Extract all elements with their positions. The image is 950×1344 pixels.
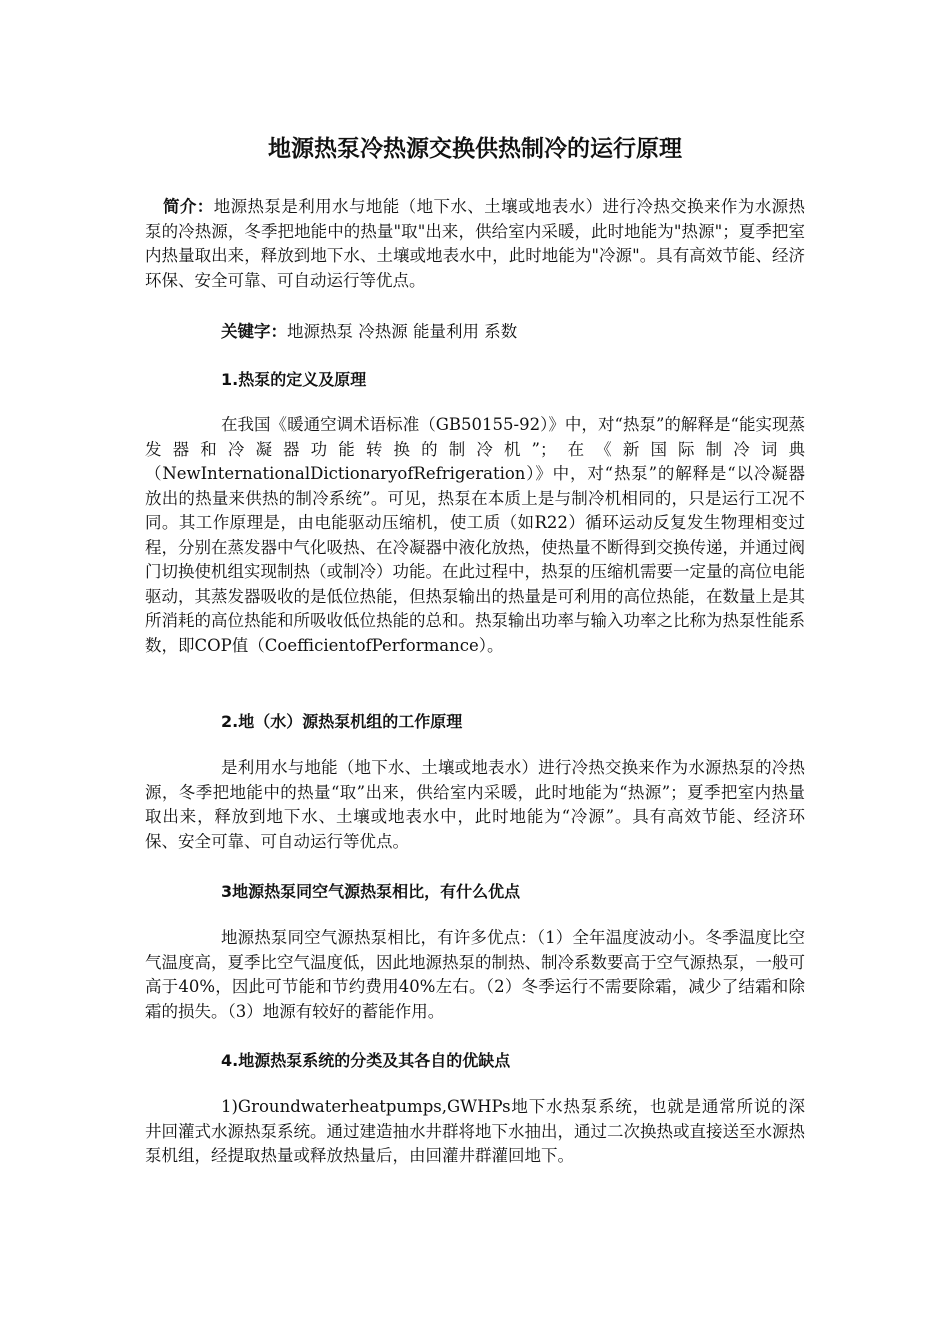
- document-title: 地源热泵冷热源交换供热制冷的运行原理: [268, 136, 682, 162]
- section-heading-2: 2.地（水）源热泵机组的工作原理: [221, 712, 463, 731]
- section-body-1: 在我国《暖通空调术语标准（GB50155-92）》中，对“热泵”的解释是“能实现蒸发器和冷凝器功能转换的制冷机”；在《新国际制冷词典（NewInternationalDictionaryofRefrigeration）》中，对“热泵”的解释是“以冷凝器放出的热量来供热的制冷系统”。可见，热泵在本质上是与制冷机相同的，只是运行工况不同。其工作原理是，由电能驱动压缩机，使工质（如R22）循环运动反复发生物理相变过程，分别在蒸发器中气化吸热、在冷凝器中液化放热，使热量不断得到交换传递，并通过阀门切换使机组实现制热（或制冷）功能。在此过程中，热泵的压缩机需要一定量的高位电能驱动，其蒸发器吸收的是低位热能，但热泵输出的热量是可利用的高位热能，在数量上是其所消耗的高位热能和所吸收低位热能的总和。热泵输出功率与输入功率之比称为热泵性能系数，即COP值（CoefficientofPerformance）。: [145, 415, 805, 655]
- section-body-4: 1)Groundwaterheatpumps,GWHPs地下水热泵系统，也就是通常所说的深井回灌式水源热泵系统。通过建造抽水井群将地下水抽出，通过二次换热或直接送至水源热泵机组，经提取热量或释放热量后，由回灌井群灌回地下。: [145, 1097, 805, 1165]
- section-heading-3: 3地源热泵同空气源热泵相比，有什么优点: [221, 882, 521, 901]
- abstract-label: 简介：: [163, 197, 214, 216]
- section-body-2: 是利用水与地能（地下水、土壤或地表水）进行冷热交换来作为水源热泵的冷热源，冬季把地能中的热量“取”出来，供给室内采暖，此时地能为“热源”；夏季把室内热量取出来，释放到地下水、土壤或地表水中，此时地能为“冷源”。具有高效节能、经济环保、安全可靠、可自动运行等优点。: [145, 758, 805, 851]
- abstract-text: 地源热泵是利用水与地能（地下水、土壤或地表水）进行冷热交换来作为水源热泵的冷热源，冬季把地能中的热量"取"出来，供给室内采暖，此时地能为"热源"；夏季把室内热量取出来，释放到地下水、土壤或地表水中，此时地能为"冷源"。具有高效节能、经济环保、安全可靠、可自动运行等优点。: [145, 197, 806, 290]
- keywords-label: 关键字：: [221, 322, 287, 341]
- abstract-paragraph: [145, 195, 805, 293]
- section-heading-1: 1.热泵的定义及原理: [221, 370, 367, 389]
- section-heading-4: 4.地源热泵系统的分类及其各自的优缺点: [221, 1051, 511, 1070]
- section-body-3: 地源热泵同空气源热泵相比，有许多优点：（1）全年温度波动小。冬季温度比空气温度高，夏季比空气温度低，因此地源热泵的制热、制冷系数要高于空气源热泵，一般可高于40%，因此可节能和节约费用40%左右。（2）冬季运行不需要除霜，减少了结霜和除霜的损失。（3）地源有较好的蓄能作用。: [145, 928, 805, 1021]
- keywords-text: 地源热泵 冷热源 能量利用 系数: [287, 322, 518, 341]
- keywords-line: [221, 320, 517, 344]
